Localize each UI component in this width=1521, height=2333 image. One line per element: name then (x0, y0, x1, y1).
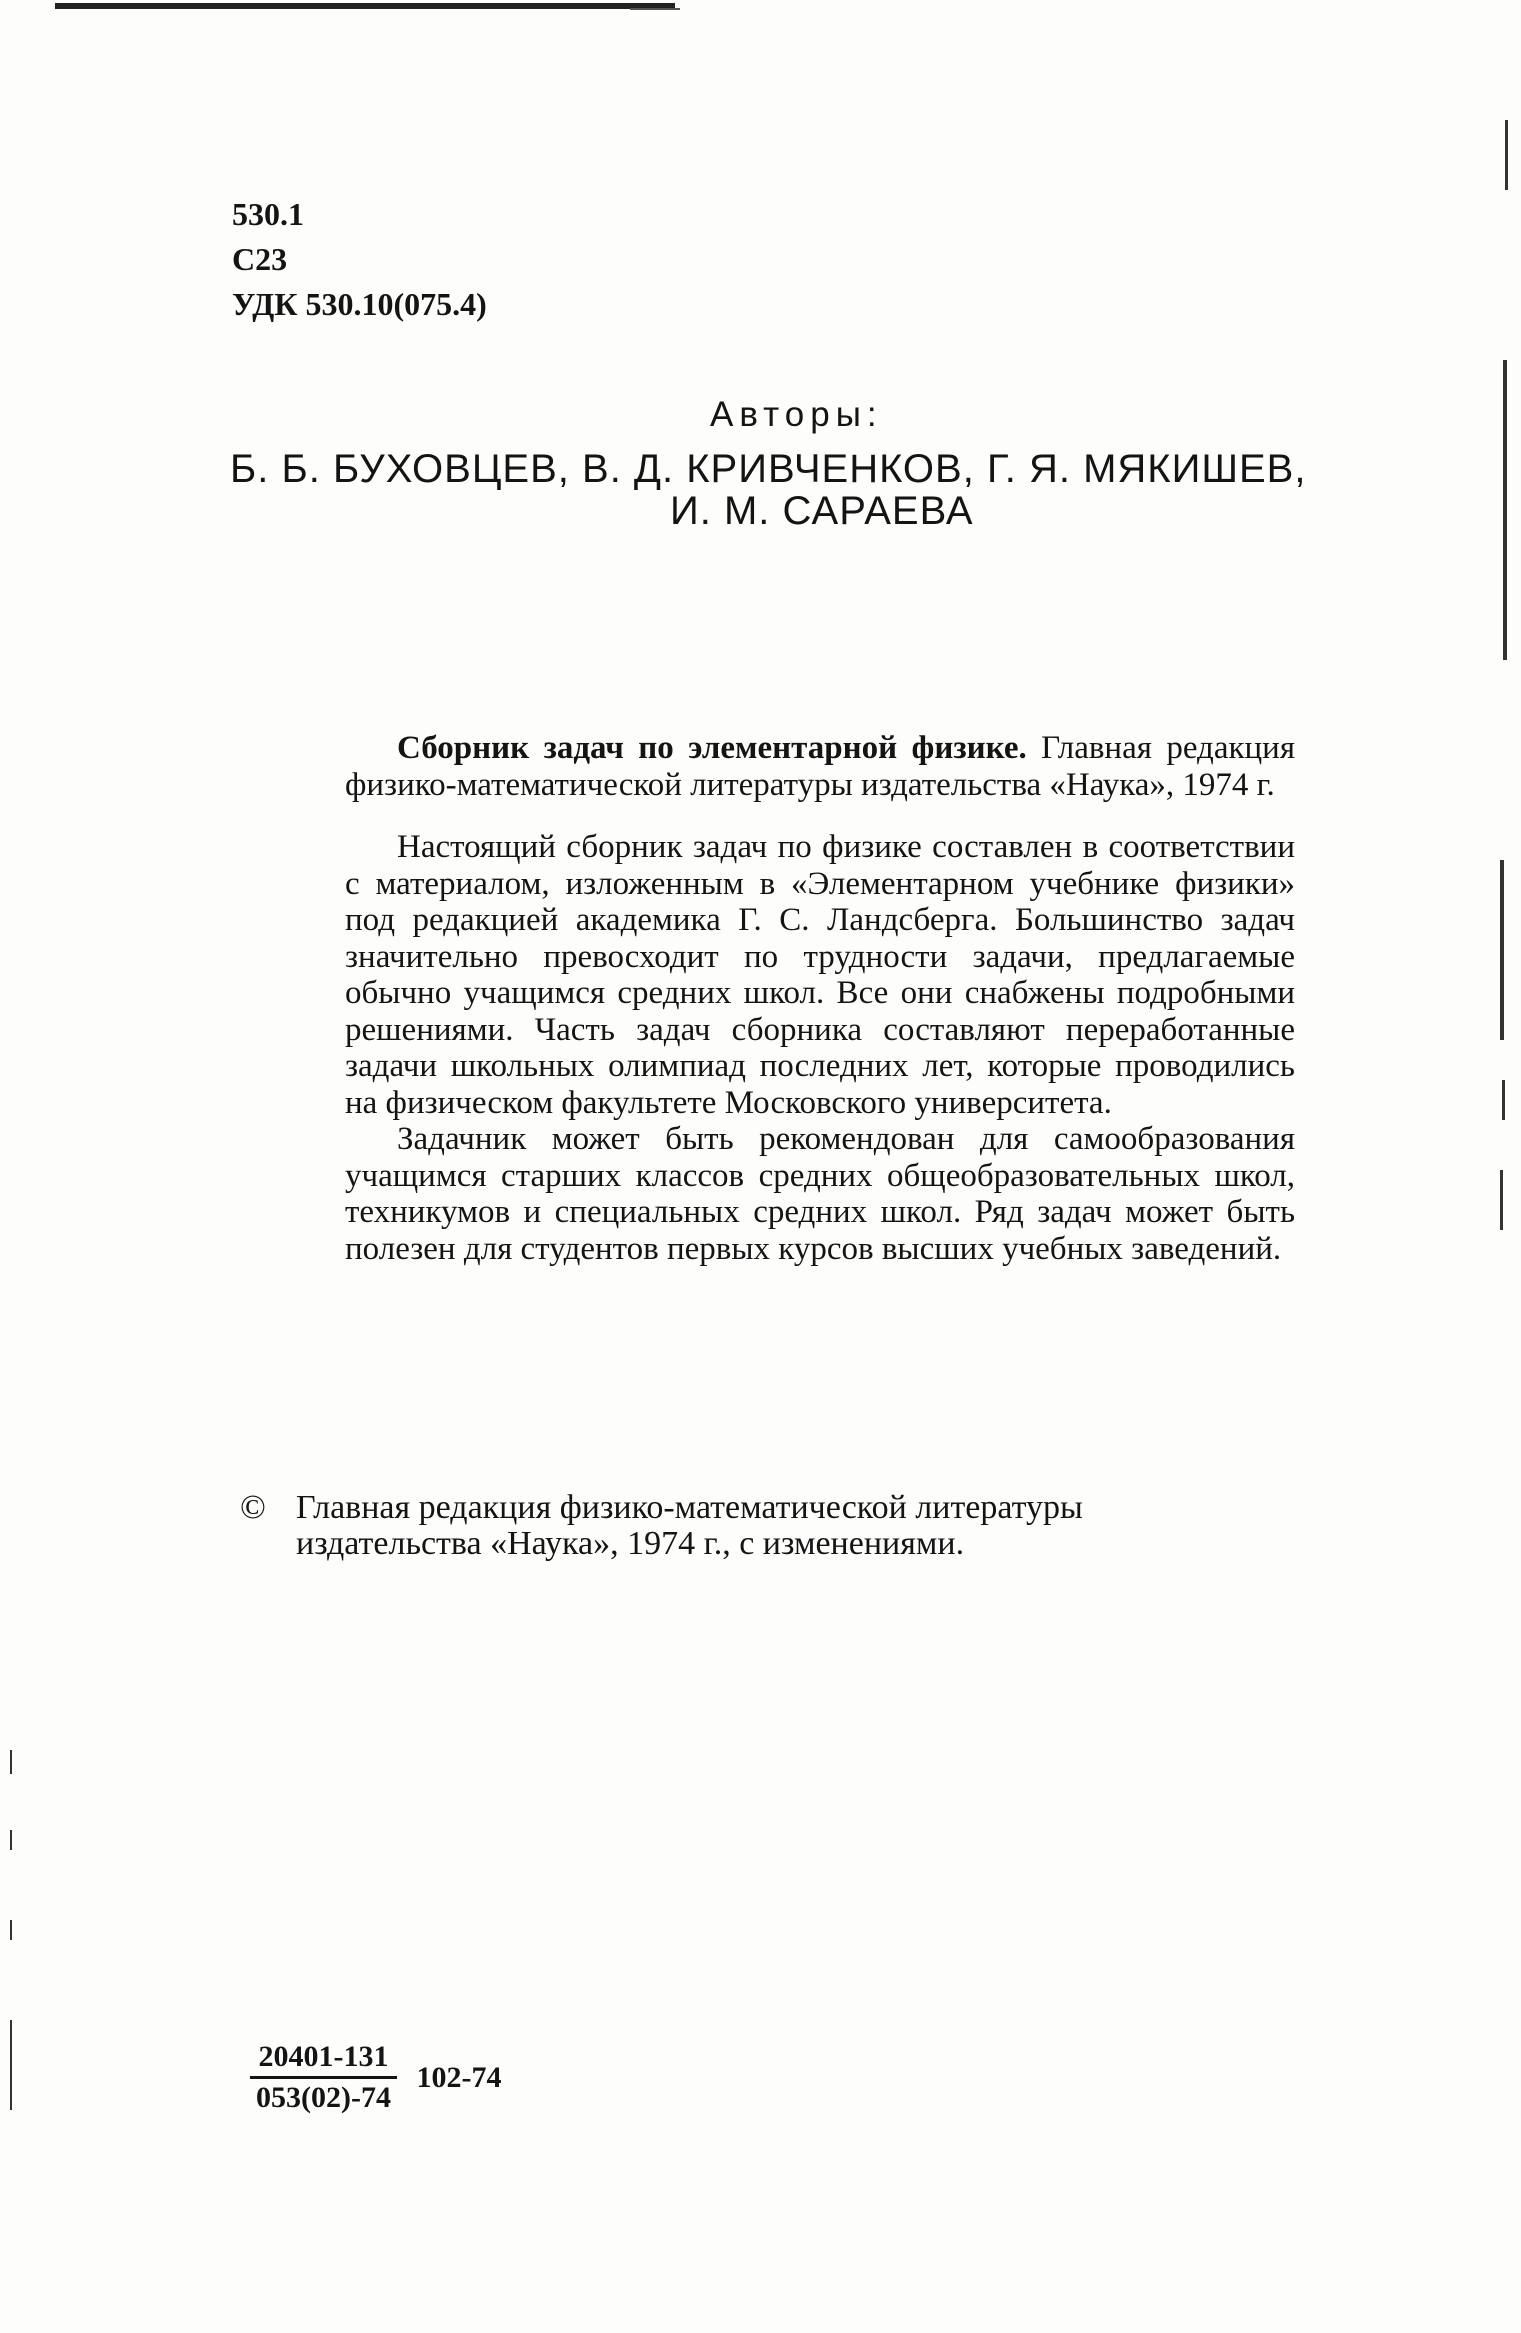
scan-margin-mark (10, 1830, 12, 1850)
authors-line-2: И. М. САРАЕВА (670, 489, 974, 533)
scan-margin-mark (1500, 1170, 1503, 1230)
code-suffix: 102-74 (416, 2060, 502, 2094)
scan-margin-mark (10, 2020, 12, 2110)
copyright-text: Главная редакция физико-математической литературы издательства «Наука», 1974 г., с изменениями. (296, 1489, 1083, 1562)
scan-margin-mark (10, 1920, 12, 1940)
copyright-icon: © (240, 1489, 266, 1526)
author-mark: С23 (232, 241, 288, 277)
classification-block (232, 192, 487, 327)
copyright-notice (240, 1490, 1240, 1562)
scan-border-top (55, 3, 675, 9)
code-numerator: 20401-131 (250, 2040, 397, 2079)
udk-index: УДК 530.10(075.4) (232, 286, 487, 322)
book-title: Сборник задач по элементарной физике. (397, 730, 1027, 766)
abstract-paragraph-2: Задачник может быть рекомендован для самообразования учащимся старших классов средних общеобразовательных школ, техникумов и специальных средних школ. Ряд задач может быть полезен для студентов первых курсов высших учебных заведений. (345, 1121, 1295, 1267)
scan-margin-mark (1500, 860, 1504, 1040)
scan-margin-mark (1502, 1080, 1505, 1120)
scan-margin-mark (1505, 120, 1508, 190)
scan-margin-mark (1503, 360, 1507, 660)
authors-heading: Авторы: (710, 395, 883, 434)
bibliographic-citation (345, 730, 1295, 803)
bbk-index: 530.1 (232, 196, 304, 232)
abstract-paragraph-1: Настоящий сборник задач по физике составлен в соответствии с материалом, изложенным в «Элементарном учебнике физики» под редакцией академика Г. С. Ландсберга. Большинство задач значительно превосходит по трудности задачи, предлагаемые обычно учащимся средних школ. Все они снабжены подробными решениями. Часть задач сборника составляют переработанные задачи школьных олимпиад последних лет, которые проводились на физическом факультете Московского университета. (345, 829, 1295, 1121)
publisher-citation: Главная редакция физико-математической литературы издательства «Наука», 1974 г. (345, 730, 1296, 803)
publication-code (250, 2040, 501, 2115)
code-denominator: 053(02)-74 (256, 2081, 391, 2114)
scan-margin-mark (10, 1750, 12, 1774)
code-fraction (250, 2040, 397, 2115)
authors-line-1: Б. Б. БУХОВЦЕВ, В. Д. КРИВЧЕНКОВ, Г. Я. МЯКИШЕВ, (230, 447, 1307, 491)
scan-border-top-tail (630, 8, 680, 10)
abstract-block (345, 730, 1295, 1267)
